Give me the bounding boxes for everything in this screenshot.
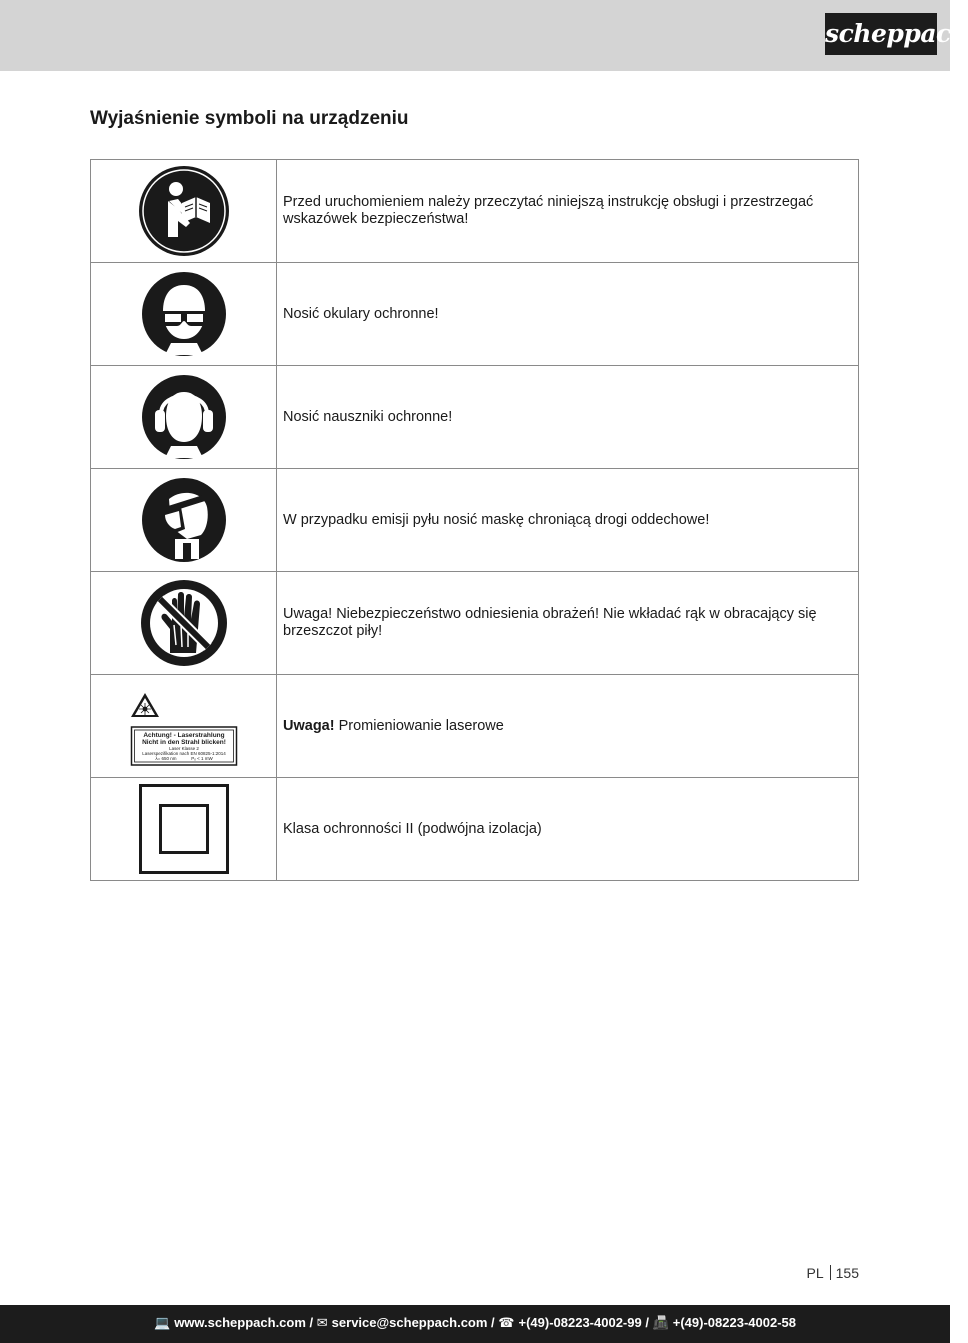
table-row <box>91 675 859 778</box>
footer-phone: +(49)-08223-4002-99 <box>518 1315 642 1330</box>
footer-separator: / <box>487 1315 499 1330</box>
table-row <box>91 263 859 366</box>
laser-label-line1: Achtung! - Laserstrahlung <box>142 732 225 739</box>
footer-fax: +(49)-08223-4002-58 <box>672 1315 796 1330</box>
laser-label-line3: Laser Klasse 2 <box>168 746 199 751</box>
ear-protection-icon <box>141 374 227 460</box>
table-row <box>91 469 859 572</box>
top-bar <box>0 0 968 71</box>
symbols-table <box>90 159 859 881</box>
page-number <box>807 1265 859 1281</box>
no-hands-icon <box>140 579 228 667</box>
fax-icon: 📠 <box>652 1315 669 1330</box>
symbol-description: Nosić okulary ochronne! <box>277 263 859 366</box>
footer-bar <box>0 1305 950 1343</box>
double-insulation-icon <box>139 784 229 874</box>
symbol-description: Nosić nauszniki ochronne! <box>277 366 859 469</box>
page-number-divider <box>830 1265 831 1280</box>
table-row <box>91 366 859 469</box>
footer-separator: / <box>641 1315 653 1330</box>
brand-logo: scheppach <box>825 13 937 55</box>
page-title: Wyjaśnienie symboli na urządzeniu <box>90 108 409 129</box>
read-manual-icon <box>138 165 230 257</box>
table-row <box>91 778 859 881</box>
footer-email[interactable]: service@scheppach.com <box>331 1315 488 1330</box>
dust-mask-icon <box>141 477 227 563</box>
computer-icon: 💻 <box>154 1315 171 1330</box>
table-row <box>91 572 859 675</box>
symbol-description: Klasa ochronności II (podwójna izolacja) <box>277 778 859 881</box>
symbol-description <box>277 675 859 778</box>
page-number-value: 155 <box>835 1265 859 1281</box>
symbol-description: Przed uruchomieniem należy przeczytać niniejszą instrukcję obsługi i przestrzegać wskazówek bezpieczeństwa! <box>277 160 859 263</box>
warning-label: Uwaga! <box>283 717 335 734</box>
page-language: PL <box>806 1265 824 1281</box>
safety-goggles-icon <box>141 271 227 357</box>
laser-label-line2: Nicht in den Strahl blicken! <box>141 739 226 746</box>
laser-warning-icon <box>130 691 238 761</box>
footer-separator: / <box>305 1315 317 1330</box>
email-icon: ✉ <box>316 1315 328 1330</box>
footer-website[interactable]: www.scheppach.com <box>174 1315 306 1330</box>
phone-icon: ☎ <box>498 1315 515 1330</box>
laser-label-line5a: λ= 650 nm <box>154 756 177 761</box>
laser-label-line4: Laserspezifikation nach EN 60825-1:2014 <box>141 751 226 756</box>
table-row <box>91 160 859 263</box>
laser-description: Promieniowanie laserowe <box>338 717 504 734</box>
symbol-description: Uwaga! Niebezpieczeństwo odniesienia obrażeń! Nie wkładać rąk w obracający się brzeszczot piły! <box>277 572 859 675</box>
symbol-description: W przypadku emisji pyłu nosić maskę chroniącą drogi oddechowe! <box>277 469 859 572</box>
laser-label-line5b: Pₒ < 1 mW <box>190 756 213 761</box>
